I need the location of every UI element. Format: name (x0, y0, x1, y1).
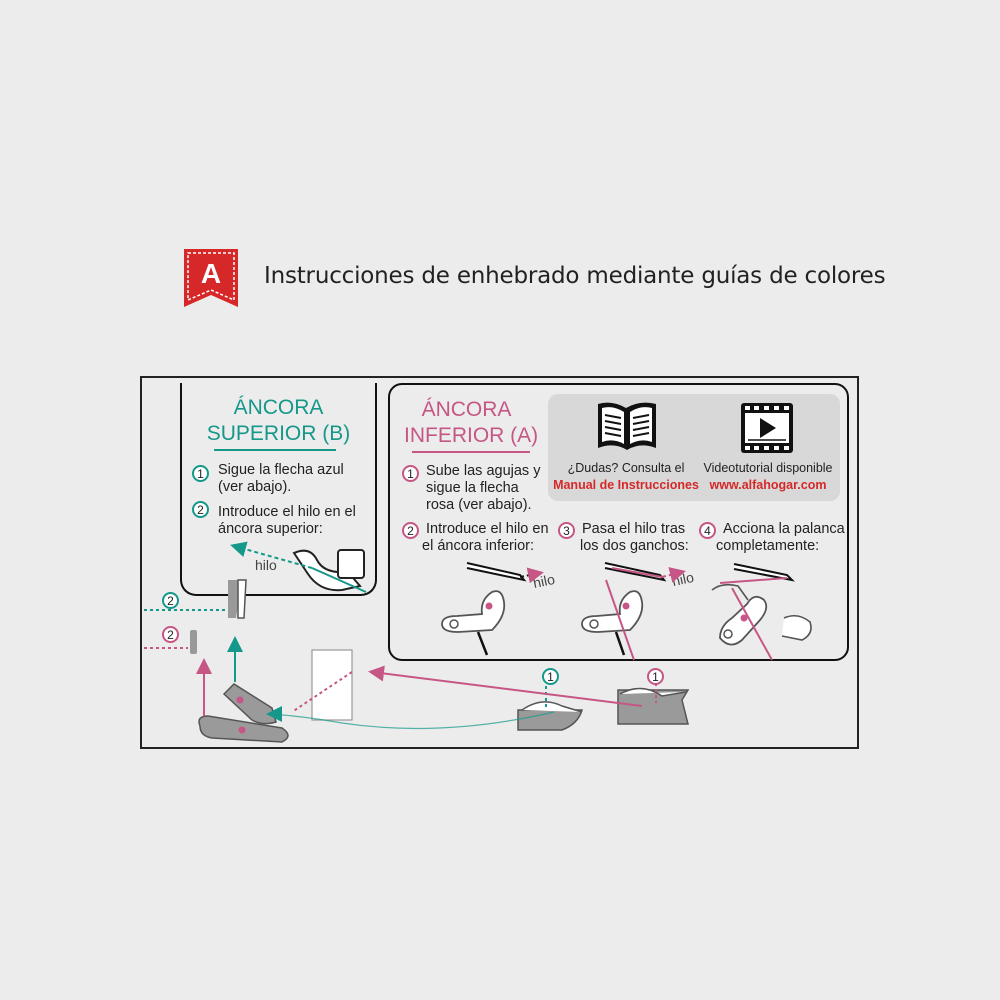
lower-step-2-line1: Introduce el hilo en (426, 521, 549, 537)
upper-step-1-line1: Sigue la flecha azul (218, 462, 344, 478)
lower-step-1-number: 1 (402, 465, 419, 482)
video-label: Videotutorial disponible (703, 461, 833, 475)
lower-step-3-number: 3 (558, 522, 575, 539)
teal-marker-1: 1 (542, 668, 559, 685)
bottom-mechanism (190, 580, 688, 742)
lower-thread-label-step2: hilo (531, 570, 557, 592)
lower-step-4-number: 4 (699, 522, 716, 539)
page-title: Instrucciones de enhebrado mediante guías de colores (264, 263, 886, 289)
lower-thread-label-step3: hilo (670, 568, 696, 590)
upper-step-1-line2: (ver abajo). (218, 479, 292, 495)
manual-link[interactable]: Manual de Instrucciones (553, 478, 699, 492)
threading-path-drawing (142, 378, 857, 747)
upper-anchor-title-line1: ÁNCORA (233, 396, 324, 419)
upper-anchor-title-line2: SUPERIOR (B) (206, 422, 351, 445)
upper-anchor-illustration (234, 546, 366, 592)
lower-step-2-number: 2 (402, 522, 419, 539)
pink-marker-2: 2 (162, 626, 179, 643)
lower-step-1-line1: Sube las agujas y (426, 463, 541, 479)
step3-illustration (582, 563, 682, 660)
lower-anchor-title-line1: ÁNCORA (421, 398, 512, 421)
upper-step-2-line2: áncora superior: (218, 521, 323, 537)
upper-step-1-number: 1 (192, 465, 209, 482)
threading-diagram (140, 376, 859, 749)
lower-step-2-line2: el áncora inferior: (422, 538, 535, 554)
step4-illustration (712, 564, 811, 660)
lower-step-1-line2: sigue la flecha (426, 480, 519, 496)
manual-question: ¿Dudas? Consulta el (567, 461, 685, 475)
teal-marker-2: 2 (162, 592, 179, 609)
pink-marker-1: 1 (647, 668, 664, 685)
svg-text:A: A (200, 258, 222, 289)
brand-logo (182, 247, 240, 309)
step2-illustration (442, 563, 540, 655)
lower-step-4-line2: completamente: (716, 538, 820, 554)
upper-step-2-line1: Introduce el hilo en el (218, 504, 356, 520)
upper-thread-label: hilo (255, 557, 277, 573)
lower-step-4-line1: Acciona la palanca (723, 521, 845, 537)
upper-step-2-number: 2 (192, 501, 209, 518)
video-link[interactable]: www.alfahogar.com (709, 478, 827, 492)
lower-step-3-line1: Pasa el hilo tras (582, 521, 686, 537)
pink-thread-path (144, 648, 656, 716)
lower-step-1-line3: rosa (ver abajo). (426, 497, 532, 513)
lower-anchor-title-line2: INFERIOR (A) (404, 424, 539, 447)
lower-step-3-line2: los dos ganchos: (580, 538, 689, 554)
